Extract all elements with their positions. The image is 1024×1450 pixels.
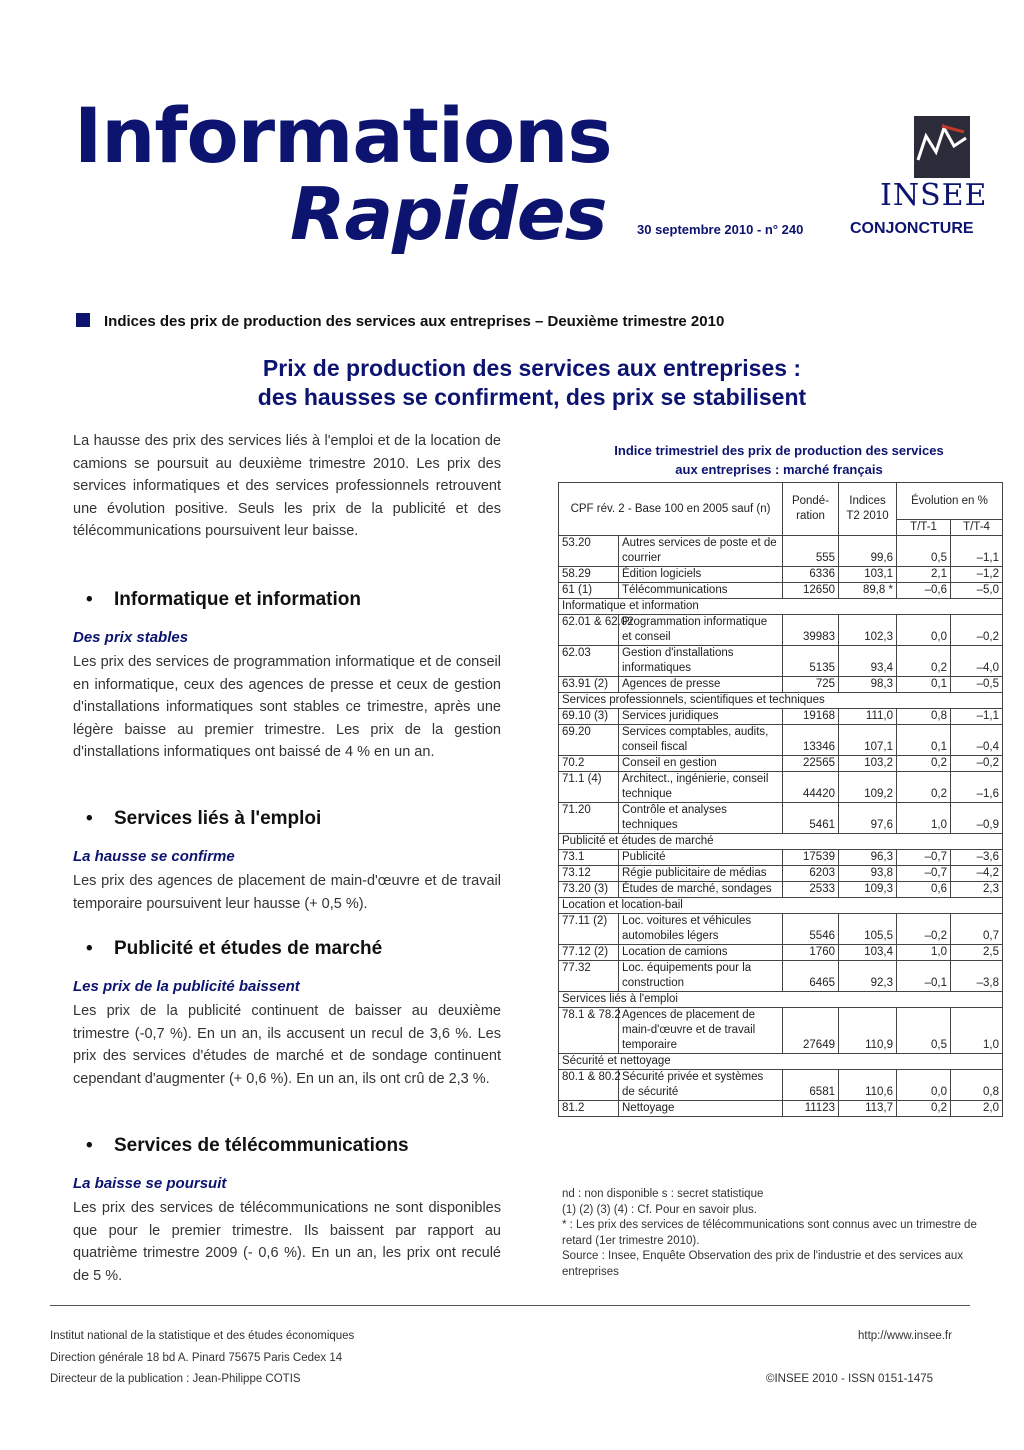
row-evol-t4: –1,2 (951, 567, 1003, 583)
group-label: Location et location-bail (559, 898, 1003, 914)
row-index: 96,3 (839, 850, 897, 866)
table-row (559, 772, 1003, 803)
intro-paragraph: La hausse des prix des services liés à l'emploi et de la location de camions se poursuit au deuxième trimestre 2010. Les prix des services informatiques et des services professionnels retrouvent une évolution positive. Seuls les prix de la publicité et des télécommunications poursuivent leur baisse. (73, 433, 501, 539)
row-label: Autres services de poste et de courrier (619, 536, 783, 567)
insee-logo-icon (914, 116, 970, 178)
row-evol-t1: 0,0 (897, 615, 951, 646)
note-line: * : Les prix des services de télécommunications sont connus avec un trimestre de retard (1er trimestre 2010). (562, 1219, 977, 1247)
row-evol-t1: 0,1 (897, 725, 951, 756)
price-index-table (558, 482, 1003, 1117)
row-code: 77.11 (2) (559, 914, 619, 945)
row-index: 110,6 (839, 1070, 897, 1101)
table-row (559, 567, 1003, 583)
paragraph-publicite: Les prix de la publicité continuent de baisser au deuxième trimestre (-0,7 %). En un an, ils accusent un recul de 3,6 %. Les prix des services d'études de marché et de sondage continuent cependant d'augmenter (+ 0,6 %). En un an, ils ont crû de 2,3 %. (73, 1003, 501, 1087)
table-group-row (559, 693, 1003, 709)
table-group-row (559, 834, 1003, 850)
row-code: 80.1 & 80.2 (559, 1070, 619, 1101)
header-ponderation: Pondé-ration (783, 483, 839, 536)
table-row (559, 945, 1003, 961)
row-evol-t1: –0,7 (897, 866, 951, 882)
header-indices: Indices T2 2010 (839, 483, 897, 536)
row-index: 103,4 (839, 945, 897, 961)
row-ponderation: 11123 (783, 1101, 839, 1117)
subheading-hausse-confirme: La hausse se confirme (73, 848, 235, 865)
row-evol-t1: 0,2 (897, 756, 951, 772)
row-evol-t4: 1,0 (951, 1008, 1003, 1054)
row-label: Architect., ingénierie, conseil technique (619, 772, 783, 803)
row-ponderation: 12650 (783, 583, 839, 599)
row-ponderation: 22565 (783, 756, 839, 772)
table-row (559, 677, 1003, 693)
row-evol-t4: –0,4 (951, 725, 1003, 756)
row-label: Agences de presse (619, 677, 783, 693)
footer-divider (50, 1305, 970, 1306)
row-evol-t4: 2,0 (951, 1101, 1003, 1117)
row-evol-t4: –1,1 (951, 709, 1003, 725)
row-label: Études de marché, sondages (619, 882, 783, 898)
row-label: Régie publicitaire de médias (619, 866, 783, 882)
row-code: 73.20 (3) (559, 882, 619, 898)
row-index: 99,6 (839, 536, 897, 567)
row-label: Publicité (619, 850, 783, 866)
row-evol-t4: –5,0 (951, 583, 1003, 599)
row-evol-t4: –0,9 (951, 803, 1003, 834)
header-tt1: T/T-1 (897, 520, 951, 536)
row-code: 73.1 (559, 850, 619, 866)
row-evol-t1: 0,2 (897, 646, 951, 677)
row-label: Programmation informatique et conseil (619, 615, 783, 646)
section-heading-publicite: • Publicité et études de marché (86, 938, 383, 959)
row-label: Loc. voitures et véhicules automobiles légers (619, 914, 783, 945)
row-label: Agences de placement de main-d'œuvre et de travail temporaire (619, 1008, 783, 1054)
row-evol-t1: 2,1 (897, 567, 951, 583)
row-ponderation: 17539 (783, 850, 839, 866)
table-body (559, 536, 1003, 1117)
note-line: (1) (2) (3) (4) : Cf. Pour en savoir plus. (562, 1203, 757, 1216)
table-row (559, 1070, 1003, 1101)
row-code: 53.20 (559, 536, 619, 567)
section-title: Indices des prix de production des services aux entreprises – Deuxième trimestre 2010 (104, 313, 725, 330)
row-index: 105,5 (839, 914, 897, 945)
row-evol-t4: 0,8 (951, 1070, 1003, 1101)
masthead-title-rapides: Rapides (290, 172, 607, 256)
row-ponderation: 6465 (783, 961, 839, 992)
group-label: Services professionnels, scientifiques et techniques (559, 693, 1003, 709)
row-label: Télécommunications (619, 583, 783, 599)
row-code: 69.10 (3) (559, 709, 619, 725)
row-evol-t1: 0,2 (897, 1101, 951, 1117)
table-row (559, 725, 1003, 756)
row-ponderation: 5135 (783, 646, 839, 677)
row-code: 62.03 (559, 646, 619, 677)
row-evol-t4: –4,2 (951, 866, 1003, 882)
row-evol-t1: –0,7 (897, 850, 951, 866)
row-evol-t4: 0,7 (951, 914, 1003, 945)
row-evol-t4: –0,2 (951, 615, 1003, 646)
row-label: Conseil en gestion (619, 756, 783, 772)
section-heading-informatique: • Informatique et information (86, 589, 361, 610)
section-marker-icon (76, 313, 90, 327)
paragraph-telecom: Les prix des services de télécommunications ne sont disponibles que pour le premier trimestre. Ils baissent par rapport au quatrième trimestre 2009 (- 0,6 %). En un an, les prix ont reculé de 5 %. (73, 1200, 501, 1284)
row-label: Gestion d'installations informatiques (619, 646, 783, 677)
row-index: 109,3 (839, 882, 897, 898)
row-evol-t4: –0,2 (951, 756, 1003, 772)
table-row (559, 1101, 1003, 1117)
subheading-baisse-poursuit: La baisse se poursuit (73, 1175, 227, 1192)
row-evol-t1: –0,1 (897, 961, 951, 992)
row-evol-t1: 1,0 (897, 803, 951, 834)
section-heading-emploi: • Services liés à l'emploi (86, 808, 322, 829)
table-notes (562, 1187, 1002, 1280)
footer-copyright: ©INSEE 2010 - ISSN 0151-1475 (766, 1373, 934, 1385)
row-ponderation: 27649 (783, 1008, 839, 1054)
footer-url-link[interactable]: http://www.insee.fr (858, 1330, 952, 1342)
table-row (559, 646, 1003, 677)
row-evol-t1: 0,2 (897, 772, 951, 803)
row-label: Services juridiques (619, 709, 783, 725)
row-index: 109,2 (839, 772, 897, 803)
table-row (559, 961, 1003, 992)
paragraph-informatique: Les prix des services de programmation informatique et de conseil en informatique, ceux des agences de presse et ceux de gestion d'installations informatiques sont stables ce trimestre, après une légère baisse au premier trimestre. Les prix de la gestion d'installations informatiques ont baissé de 4 % en un an. (73, 654, 501, 760)
row-ponderation: 5461 (783, 803, 839, 834)
footer-institute: Institut national de la statistique et des études économiques (50, 1330, 355, 1342)
row-label: Édition logiciels (619, 567, 783, 583)
row-code: 58.29 (559, 567, 619, 583)
insee-logo-text: INSEE (880, 178, 988, 213)
row-code: 81.2 (559, 1101, 619, 1117)
row-evol-t4: 2,3 (951, 882, 1003, 898)
group-label: Sécurité et nettoyage (559, 1054, 1003, 1070)
row-evol-t4: 2,5 (951, 945, 1003, 961)
row-evol-t1: 1,0 (897, 945, 951, 961)
table-row (559, 850, 1003, 866)
row-evol-t1: 0,1 (897, 677, 951, 693)
row-index: 107,1 (839, 725, 897, 756)
row-evol-t4: –0,5 (951, 677, 1003, 693)
table-group-row (559, 992, 1003, 1008)
row-label: Contrôle et analyses techniques (619, 803, 783, 834)
row-evol-t1: 0,5 (897, 536, 951, 567)
row-label: Location de camions (619, 945, 783, 961)
row-ponderation: 2533 (783, 882, 839, 898)
table-group-row (559, 599, 1003, 615)
row-label: Nettoyage (619, 1101, 783, 1117)
row-index: 89,8 * (839, 583, 897, 599)
row-index: 97,6 (839, 803, 897, 834)
row-code: 73.12 (559, 866, 619, 882)
row-evol-t1: 0,5 (897, 1008, 951, 1054)
row-index: 93,4 (839, 646, 897, 677)
note-line: nd : non disponible s : secret statistique (562, 1188, 764, 1200)
row-index: 110,9 (839, 1008, 897, 1054)
footer-address: Direction générale 18 bd A. Pinard 75675 Paris Cedex 14 (50, 1352, 343, 1364)
row-ponderation: 19168 (783, 709, 839, 725)
row-code: 78.1 & 78.2 (559, 1008, 619, 1054)
row-code: 77.32 (559, 961, 619, 992)
table-row (559, 583, 1003, 599)
section-heading-telecom: • Services de télécommunications (86, 1135, 409, 1156)
group-label: Publicité et études de marché (559, 834, 1003, 850)
table-title-line1: Indice trimestriel des prix de production des services (614, 443, 944, 458)
table-row (559, 756, 1003, 772)
row-ponderation: 6581 (783, 1070, 839, 1101)
subheading-des-prix-stables: Des prix stables (73, 629, 189, 646)
header-cpf: CPF rév. 2 - Base 100 en 2005 sauf (n) (559, 483, 783, 536)
note-line: Source : Insee, Enquête Observation des prix de l'industrie et des services aux entreprises (562, 1250, 964, 1278)
row-ponderation: 6203 (783, 866, 839, 882)
row-evol-t1: –0,2 (897, 914, 951, 945)
row-code: 63.91 (2) (559, 677, 619, 693)
row-evol-t1: 0,6 (897, 882, 951, 898)
table-row (559, 914, 1003, 945)
insee-logo-subtitle: CONJONCTURE (850, 220, 974, 237)
table-title-line2: aux entreprises : marché français (675, 462, 883, 477)
row-ponderation: 39983 (783, 615, 839, 646)
row-evol-t1: –0,6 (897, 583, 951, 599)
row-index: 102,3 (839, 615, 897, 646)
row-code: 71.1 (4) (559, 772, 619, 803)
table-group-row (559, 1054, 1003, 1070)
row-ponderation: 13346 (783, 725, 839, 756)
row-label: Services comptables, audits, conseil fiscal (619, 725, 783, 756)
header-evolution: Évolution en % (897, 483, 1003, 520)
row-code: 69.20 (559, 725, 619, 756)
main-title-line1: Prix de production des services aux entreprises : (262, 355, 802, 381)
row-code: 70.2 (559, 756, 619, 772)
row-evol-t4: –1,1 (951, 536, 1003, 567)
row-code: 71.20 (559, 803, 619, 834)
row-code: 61 (1) (559, 583, 619, 599)
table-row (559, 615, 1003, 646)
header-tt4: T/T-4 (951, 520, 1003, 536)
table-row (559, 709, 1003, 725)
row-evol-t4: –3,6 (951, 850, 1003, 866)
table-row (559, 866, 1003, 882)
table-row (559, 1008, 1003, 1054)
row-ponderation: 44420 (783, 772, 839, 803)
group-label: Services liés à l'emploi (559, 992, 1003, 1008)
row-index: 113,7 (839, 1101, 897, 1117)
table-row (559, 803, 1003, 834)
main-title-line2: des hausses se confirment, des prix se stabilisent (257, 384, 807, 410)
row-index: 111,0 (839, 709, 897, 725)
group-label: Informatique et information (559, 599, 1003, 615)
row-code: 77.12 (2) (559, 945, 619, 961)
issue-date: 30 septembre 2010 - n° 240 (637, 222, 804, 237)
row-ponderation: 6336 (783, 567, 839, 583)
row-label: Sécurité privée et systèmes de sécurité (619, 1070, 783, 1101)
table-row (559, 536, 1003, 567)
row-ponderation: 725 (783, 677, 839, 693)
row-ponderation: 555 (783, 536, 839, 567)
row-code: 62.01 & 62.02 (559, 615, 619, 646)
row-label: Loc. équipements pour la construction (619, 961, 783, 992)
row-evol-t4: –3,8 (951, 961, 1003, 992)
row-index: 93,8 (839, 866, 897, 882)
row-evol-t1: 0,8 (897, 709, 951, 725)
row-index: 103,1 (839, 567, 897, 583)
table-row (559, 882, 1003, 898)
row-ponderation: 5546 (783, 914, 839, 945)
row-evol-t1: 0,0 (897, 1070, 951, 1101)
row-evol-t4: –1,6 (951, 772, 1003, 803)
row-evol-t4: –4,0 (951, 646, 1003, 677)
paragraph-emploi: Les prix des agences de placement de main-d'œuvre et de travail temporaire poursuivent leur hausse (+ 0,5 %). (73, 873, 501, 912)
table-group-row (559, 898, 1003, 914)
row-index: 92,3 (839, 961, 897, 992)
footer-director: Directeur de la publication : Jean-Philippe COTIS (50, 1373, 301, 1385)
row-index: 98,3 (839, 677, 897, 693)
subheading-publicite-baissent: Les prix de la publicité baissent (73, 978, 300, 995)
masthead-title-informations: Informations (74, 91, 612, 180)
row-ponderation: 1760 (783, 945, 839, 961)
row-index: 103,2 (839, 756, 897, 772)
